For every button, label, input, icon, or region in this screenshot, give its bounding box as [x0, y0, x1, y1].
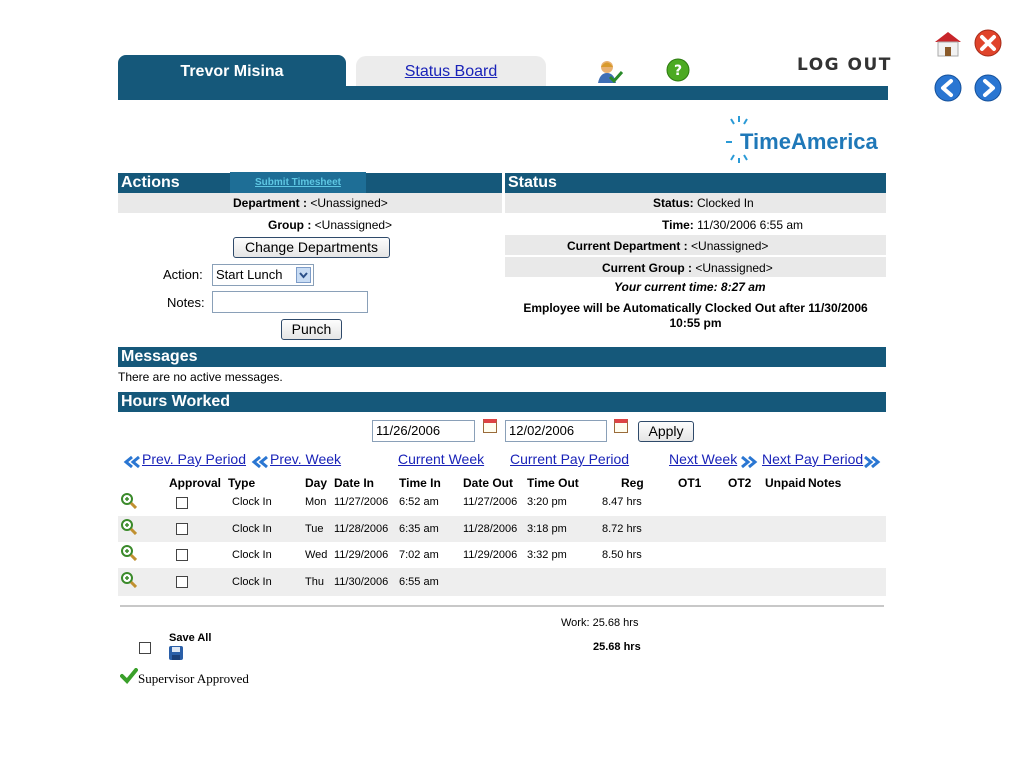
col-type: Type [228, 476, 256, 490]
row-day: Wed [305, 549, 328, 561]
col-day: Day [305, 476, 328, 490]
grand-total: 25.68 hrs [593, 641, 641, 653]
messages-text: There are no active messages. [118, 370, 283, 384]
messages-title: Messages [121, 348, 198, 365]
row-time-out: 3:20 pm [527, 496, 567, 508]
work-total: Work: 25.68 hrs [561, 617, 639, 629]
action-select-value: Start Lunch [216, 267, 283, 282]
double-right-arrow-icon[interactable] [738, 455, 758, 469]
calendar-icon[interactable] [614, 419, 628, 433]
save-icon[interactable] [168, 645, 184, 661]
group-label: Group : [268, 218, 312, 232]
supervisor-approved-legend: Supervisor Approved [138, 671, 249, 686]
col-unpaid: Unpaid [765, 476, 806, 490]
logout-link[interactable]: LOG OUT [797, 55, 892, 75]
table-row [118, 516, 886, 542]
actions-title: Actions [121, 174, 180, 191]
approval-checkbox[interactable] [176, 497, 188, 509]
auto-clockout-time: 10:55 pm [669, 316, 722, 330]
status-value: Clocked In [697, 196, 754, 210]
current-time: Your current time: 8:27 am [614, 280, 766, 294]
table-row [118, 490, 886, 516]
row-reg: 8.72 hrs [602, 523, 642, 535]
current-group-info [602, 261, 773, 275]
back-arrow-icon[interactable] [933, 73, 963, 103]
user-settings-icon[interactable] [597, 59, 623, 85]
col-ot1: OT1 [678, 476, 702, 490]
hours-header [118, 392, 886, 412]
prev-pay-period-link[interactable]: Prev. Pay Period [142, 451, 247, 467]
notes-input[interactable] [212, 291, 368, 313]
double-right-arrow-icon[interactable] [861, 455, 881, 469]
current-pay-period-link[interactable]: Current Pay Period [510, 451, 630, 467]
col-time-in: Time In [399, 476, 441, 490]
punch-button[interactable]: Punch [281, 319, 342, 340]
change-departments-button[interactable]: Change Departments [233, 237, 390, 258]
table-row [118, 542, 886, 568]
status-header [505, 173, 886, 193]
help-icon[interactable] [666, 58, 690, 82]
status-info [653, 196, 754, 210]
prev-week-link[interactable]: Prev. Week [270, 451, 342, 467]
status-label: Status: [653, 196, 694, 210]
time-america-logo: TimeAmerica [740, 129, 878, 154]
current-department-info [567, 239, 768, 253]
header-bar [118, 86, 888, 100]
close-icon[interactable] [973, 28, 1003, 58]
approval-checkbox[interactable] [176, 549, 188, 561]
save-all-label: Save All [169, 632, 212, 644]
row-time-in: 7:02 am [399, 549, 439, 561]
row-type: Clock In [232, 496, 272, 508]
row-day: Thu [305, 576, 324, 588]
row-time-in: 6:52 am [399, 496, 439, 508]
action-select[interactable] [212, 264, 314, 286]
group-value: <Unassigned> [314, 218, 393, 232]
time-info [662, 218, 803, 232]
current-department-value: <Unassigned> [691, 239, 769, 253]
row-date-in: 11/27/2006 [334, 496, 389, 508]
zoom-in-icon[interactable] [121, 519, 137, 535]
row-reg: 8.47 hrs [602, 496, 642, 508]
col-date-out: Date Out [463, 476, 514, 490]
user-name: Trevor Misina [180, 63, 284, 80]
status-title: Status [508, 174, 557, 191]
calendar-icon[interactable] [483, 419, 497, 433]
row-date-out: 11/28/2006 [463, 523, 518, 535]
current-group-value: <Unassigned> [695, 261, 773, 275]
row-type: Clock In [232, 523, 272, 535]
row-date-out: 11/27/2006 [463, 496, 518, 508]
next-pay-period-link[interactable]: Next Pay Period [762, 451, 864, 467]
current-week-link[interactable]: Current Week [398, 451, 485, 467]
group-info [268, 218, 392, 232]
row-time-in: 6:55 am [399, 576, 439, 588]
current-department-label: Current Department : [567, 239, 688, 253]
row-day: Tue [305, 523, 324, 535]
auto-clockout-date: 11/30/2006 [808, 301, 868, 315]
zoom-in-icon[interactable] [121, 493, 137, 509]
auto-clockout-text: Employee will be Automatically Clocked Out after [523, 301, 805, 315]
approval-checkbox[interactable] [176, 576, 188, 588]
row-date-in: 11/29/2006 [334, 549, 389, 561]
forward-arrow-icon[interactable] [973, 73, 1003, 103]
row-reg: 8.50 hrs [602, 549, 642, 561]
action-label: Action: [163, 267, 203, 282]
department-label: Department : [233, 196, 308, 210]
row-time-in: 6:35 am [399, 523, 439, 535]
col-ot2: OT2 [728, 476, 752, 490]
row-time-out: 3:32 pm [527, 549, 567, 561]
home-icon[interactable] [933, 30, 963, 58]
messages-header [118, 347, 886, 367]
tab-status-board[interactable] [356, 56, 546, 86]
double-left-arrow-icon[interactable] [123, 455, 143, 469]
col-date-in: Date In [334, 476, 375, 490]
department-info [233, 196, 388, 210]
row-time-out: 3:18 pm [527, 523, 567, 535]
current-group-label: Current Group : [602, 261, 692, 275]
time-value: 11/30/2006 6:55 am [697, 218, 804, 232]
auto-clockout-notice [505, 301, 886, 331]
save-all-checkbox[interactable] [139, 642, 151, 654]
hours-title: Hours Worked [121, 393, 231, 410]
double-left-arrow-icon[interactable] [251, 455, 271, 469]
zoom-in-icon[interactable] [121, 545, 137, 561]
approval-checkbox[interactable] [176, 523, 188, 535]
row-date-in: 11/28/2006 [334, 523, 389, 535]
row-date-in: 11/30/2006 [334, 576, 389, 588]
zoom-in-icon[interactable] [121, 572, 137, 588]
row-type: Clock In [232, 549, 272, 561]
row-type: Clock In [232, 576, 272, 588]
svg-text:?: ? [673, 63, 683, 79]
row-date-out: 11/29/2006 [463, 549, 518, 561]
apply-button[interactable]: Apply [638, 421, 694, 442]
col-reg: Reg [621, 476, 644, 490]
divider [120, 605, 884, 607]
department-value: <Unassigned> [310, 196, 388, 210]
next-week-link[interactable]: Next Week [669, 451, 738, 467]
start-date-input[interactable]: 11/26/2006 [372, 420, 475, 442]
chevron-down-icon[interactable] [296, 267, 311, 283]
time-label: Time: [662, 218, 694, 232]
notes-label: Notes: [167, 295, 205, 310]
col-approval: Approval [169, 476, 222, 490]
submit-timesheet-link[interactable]: Submit Timesheet [230, 172, 366, 193]
col-time-out: Time Out [527, 476, 579, 490]
status-board-link[interactable]: Status Board [404, 63, 498, 80]
checkmark-icon [120, 668, 138, 684]
end-date-input[interactable]: 12/02/2006 [505, 420, 607, 442]
table-row [118, 568, 886, 596]
row-day: Mon [305, 496, 327, 508]
col-notes: Notes [808, 476, 842, 490]
